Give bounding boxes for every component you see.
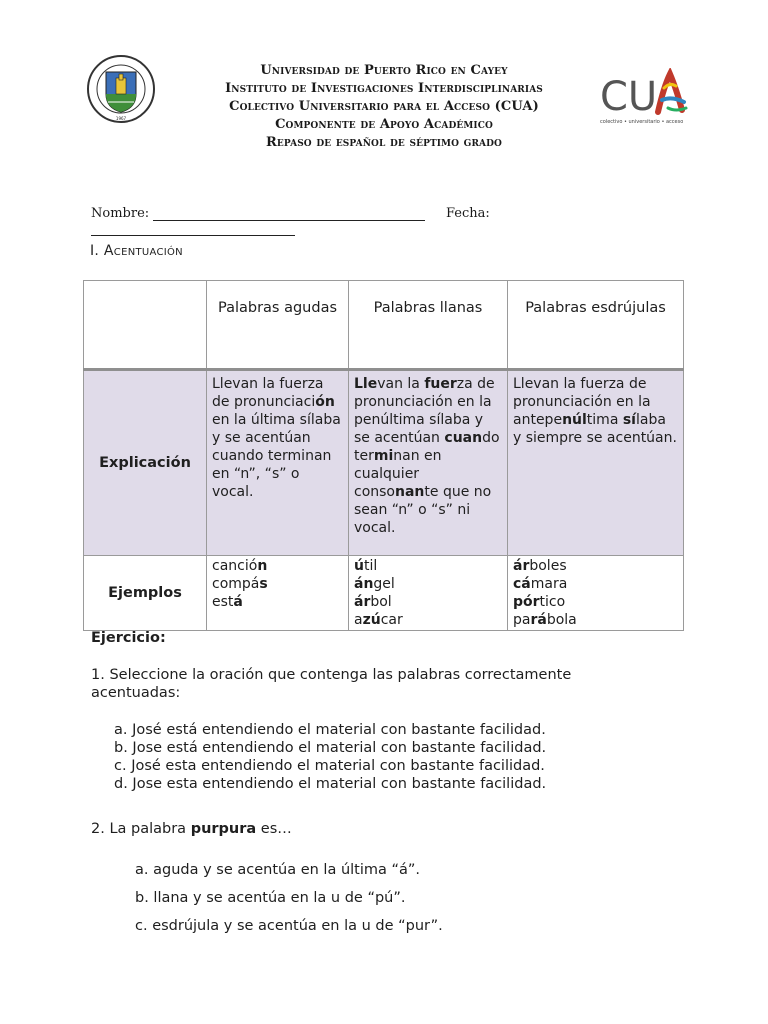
example-word: pórtico [513, 594, 566, 610]
name-line[interactable] [153, 206, 425, 221]
question-2-prompt: 2. La palabra purpura es… [91, 821, 292, 837]
header-agudas: Palabras agudas [207, 281, 349, 370]
row-label-explicacion: Explicación [84, 370, 207, 556]
section-title: I. Acentuación [90, 243, 183, 259]
q1-option-a[interactable]: a. José está entendiendo el material con bastante facilidad. [114, 722, 546, 738]
example-word: compás [212, 576, 268, 592]
ejemplos-esdrujulas [508, 556, 684, 631]
q2-option-b[interactable]: b. llana y se acentúa en la u de “pú”. [135, 890, 406, 906]
table-corner-cell [84, 281, 207, 370]
header-line-institute: Instituto de Investigaciones Interdisciplinarias [225, 81, 543, 96]
document-header [0, 62, 768, 152]
q2-option-a[interactable]: a. aguda y se acentúa en la última “á”. [135, 862, 421, 878]
header-esdrujulas: Palabras esdrújulas [508, 281, 684, 370]
question-1-prompt: 1. Seleccione la oración que contenga las palabras correctamente acentuadas: [91, 667, 572, 701]
name-date-fields [91, 206, 691, 236]
svg-text:CU: CU [600, 74, 658, 120]
question-1-options [114, 721, 546, 793]
ejemplos-agudas [207, 556, 349, 631]
q1-option-c[interactable]: c. José esta entendiendo el material con bastante facilidad. [114, 758, 545, 774]
example-word: árbol [354, 594, 392, 610]
accentuation-table [83, 280, 684, 631]
example-word: útil [354, 558, 378, 574]
example-word: parábola [513, 612, 577, 628]
row-label-ejemplos: Ejemplos [84, 556, 207, 631]
date-label: Fecha: [445, 206, 490, 221]
explicacion-llanas: Llevan la fuerza de pronunciación en la penúltima sílaba y se acentúan cuando terminan en cualquier consonante que no sean “n” o “s” ni vocal. [349, 370, 508, 556]
ejercicio-title: Ejercicio: [91, 630, 166, 646]
svg-text:colectivo • universitario • ac: colectivo • universitario • acceso [600, 119, 684, 125]
table-row-explicacion [84, 370, 684, 556]
explicacion-agudas: Llevan la fuerza de pronunciación en la última sílaba y se acentúan cuando terminan en “n”, “s” o vocal. [207, 370, 349, 556]
header-line-title: Repaso de español de séptimo grado [266, 135, 502, 150]
header-line-component: Componente de Apoyo Académico [275, 117, 493, 132]
svg-text:1967: 1967 [115, 116, 127, 121]
question-2-options [135, 856, 443, 940]
name-label: Nombre: [91, 206, 150, 221]
example-word: azúcar [354, 612, 403, 628]
example-word: ángel [354, 576, 395, 592]
example-word: canción [212, 558, 268, 574]
table-row-ejemplos [84, 556, 684, 631]
table-header-row [84, 281, 684, 370]
explicacion-esdrujulas: Llevan la fuerza de pronunciación en la antepenúltima sílaba y siempre se acentúan. [508, 370, 684, 556]
example-word: árboles [513, 558, 567, 574]
q1-option-b[interactable]: b. Jose está entendiendo el material con bastante facilidad. [114, 740, 547, 756]
ejemplos-llanas [349, 556, 508, 631]
header-line-collective: Colectivo Universitario para el Acceso (CUA) [229, 99, 539, 114]
q2-option-c[interactable]: c. esdrújula y se acentúa en la u de “pur”. [135, 918, 443, 934]
date-line[interactable] [91, 221, 295, 236]
header-llanas: Palabras llanas [349, 281, 508, 370]
example-word: está [212, 594, 243, 610]
example-word: cámara [513, 576, 568, 592]
q2-keyword: purpura [190, 821, 257, 837]
header-line-university: Universidad de Puerto Rico en Cayey [260, 63, 508, 78]
q1-option-d[interactable]: d. Jose esta entendiendo el material con bastante facilidad. [114, 776, 547, 792]
